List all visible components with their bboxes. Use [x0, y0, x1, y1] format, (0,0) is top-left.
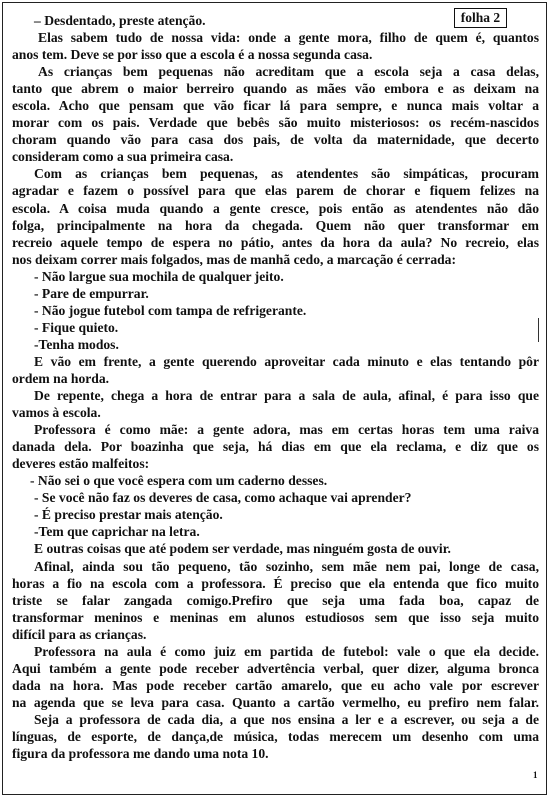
text-line: danada dela. Por boazinha que seja, há dias em que ela reclama, e diz que os [12, 439, 539, 455]
document-body [12, 12, 539, 762]
text-line: morar com os pais. Verdade que bebês são muito misteriosos: os recém-nascidos [12, 115, 539, 131]
text-line: folga, principalmente na hora da chegada. Quem não quer transformar em [12, 217, 539, 233]
text-line: triste se falar zangada comigo.Prefiro que seja uma fada boa, capaz de [12, 592, 539, 608]
text-line: dada na hora. Mas pode receber cartão amarelo, que eu acho vale por escrever [12, 677, 539, 693]
text-line: Afinal, ainda sou tão pequeno, tão sozinho, sem mãe nem pai, longe de casa, [34, 558, 539, 574]
text-line: Professora é como mãe: a gente adora, mas em certas horas tem uma raiva [34, 422, 539, 438]
text-line: escola. Acho que pensam que vão ficar lá para sempre, e nunca mais voltar a [12, 98, 539, 114]
text-line: As crianças bem pequenas não acreditam que a escola seja a casa delas, [38, 64, 539, 80]
text-line: horas a fio na escola com a professora. É preciso que ela entenda que fico muito [12, 575, 539, 591]
text-line: Aqui também a gente pode receber advertência verbal, quer dizer, alguma bronca [12, 660, 539, 676]
text-line: tanto que abrem o maior berreiro quando as mães vão embora e as deixam na [12, 81, 539, 97]
text-line: nos deixam correr mais folgados, mas de manhã cedo, a marcação é cerrada: [12, 251, 456, 267]
text-line: vamos à escola. [12, 405, 101, 421]
margin-mark [538, 318, 539, 342]
text-line: - Pare de empurrar. [34, 285, 149, 301]
text-line: -Tem que caprichar na letra. [34, 524, 200, 540]
text-line: recreio aquele tempo de espera no pátio, antes da hora da aula? No recreio, elas [12, 234, 539, 250]
text-line: figura da professora me dando uma nota 10. [12, 746, 269, 762]
text-line: De repente, chega a hora de entrar para a sala de aula, afinal, é para isso que [34, 388, 539, 404]
text-line: agradar e fazem o possível para que elas parem de chorar e fiquem felizes na [12, 183, 539, 199]
text-line: ordem na horda. [12, 370, 110, 386]
text-line: E vão em frente, a gente querendo aproveitar cada minuto e elas tentando pôr [34, 353, 539, 369]
text-line: Seja a professora de cada dia, a que nos ensina a ler e a escrever, ou seja a de [34, 711, 539, 727]
text-line: - Se você não faz os deveres de casa, como achaque vai aprender? [34, 490, 412, 506]
text-line: - É preciso prestar mais atenção. [34, 507, 223, 523]
text-line: – Desdentado, preste atenção. [34, 13, 206, 28]
page-number: 1 [533, 770, 538, 780]
text-line: - Não sei o que você espera com um caderno desses. [30, 473, 328, 489]
text-line: - Não largue sua mochila de qualquer jeito. [34, 268, 284, 284]
text-line: transformar meninos e meninas em alunos estudiosos sem que isso seja muito [12, 609, 539, 625]
text-line: anos tem. Deve se por isso que a escola é a nossa segunda casa. [12, 47, 373, 63]
text-line: deveres estão malfeitos: [12, 456, 150, 472]
text-line: na agenda que se leva para casa. Quanto a cartão vermelho, eu prefiro nem falar. [12, 694, 539, 710]
text-line: -Tenha modos. [34, 336, 119, 352]
text-line: escola. A coisa muda quando a gente cresce, pois então as atendentes não dão [12, 200, 539, 216]
text-line: Com as crianças bem pequenas, as atendentes são simpáticas, procuram [34, 166, 539, 182]
text-line: línguas, de esporte, de dança,de música, todas merecem um desenho com uma [12, 728, 539, 744]
text-line: consideram como a sua primeira casa. [12, 149, 234, 165]
text-line: Elas sabem tudo de nossa vida: onde a gente mora, filho de quem é, quantos [38, 30, 539, 46]
text-line: Professora na aula é como juiz em partida de futebol: vale o que ela decide. [34, 643, 539, 659]
text-line: choram quando vão para casa dos pais, de volta da maternidade, que decerto [12, 132, 539, 148]
text-line: E outras coisas que até podem ser verdade, mas ninguém gosta de ouvir. [34, 541, 451, 557]
sheet-label: folha 2 [454, 8, 507, 28]
text-line: - Não jogue futebol com tampa de refrigerante. [34, 302, 307, 318]
text-line: - Fique quieto. [34, 319, 119, 335]
text-line: difícil para as crianças. [12, 626, 147, 642]
